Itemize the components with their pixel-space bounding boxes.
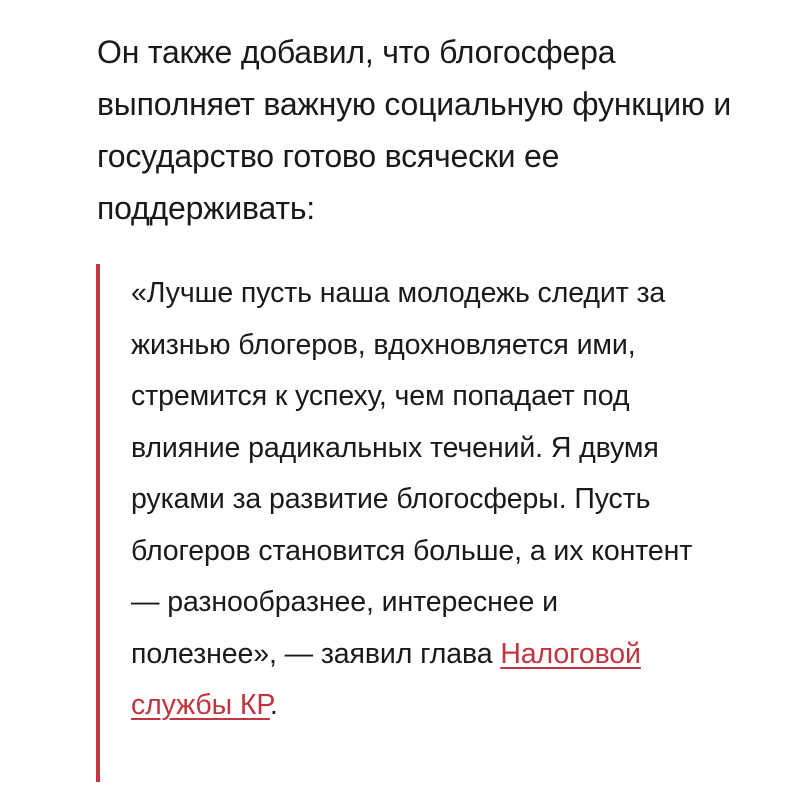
quote-paragraph — [131, 268, 711, 732]
intro-paragraph: Он также добавил, что блогосфера выполняет важную социальную функцию и государство готово всячески ее поддерживать: — [97, 34, 732, 226]
tax-service-link[interactable]: Налоговой службы КР — [131, 637, 641, 721]
quote-text: «Лучше пусть наша молодежь следит за жизнью блогеров, вдохновляется ими, стремится к успеху, чем попадает под влияние радикальных течений. Я двумя руками за развитие блогосферы. Пусть блогеров становится больше, а их контент — разнообразнее, интереснее и полезнее», — заявил глава — [131, 277, 693, 670]
quote-end-punct: . — [269, 689, 278, 721]
blockquote — [96, 264, 716, 782]
